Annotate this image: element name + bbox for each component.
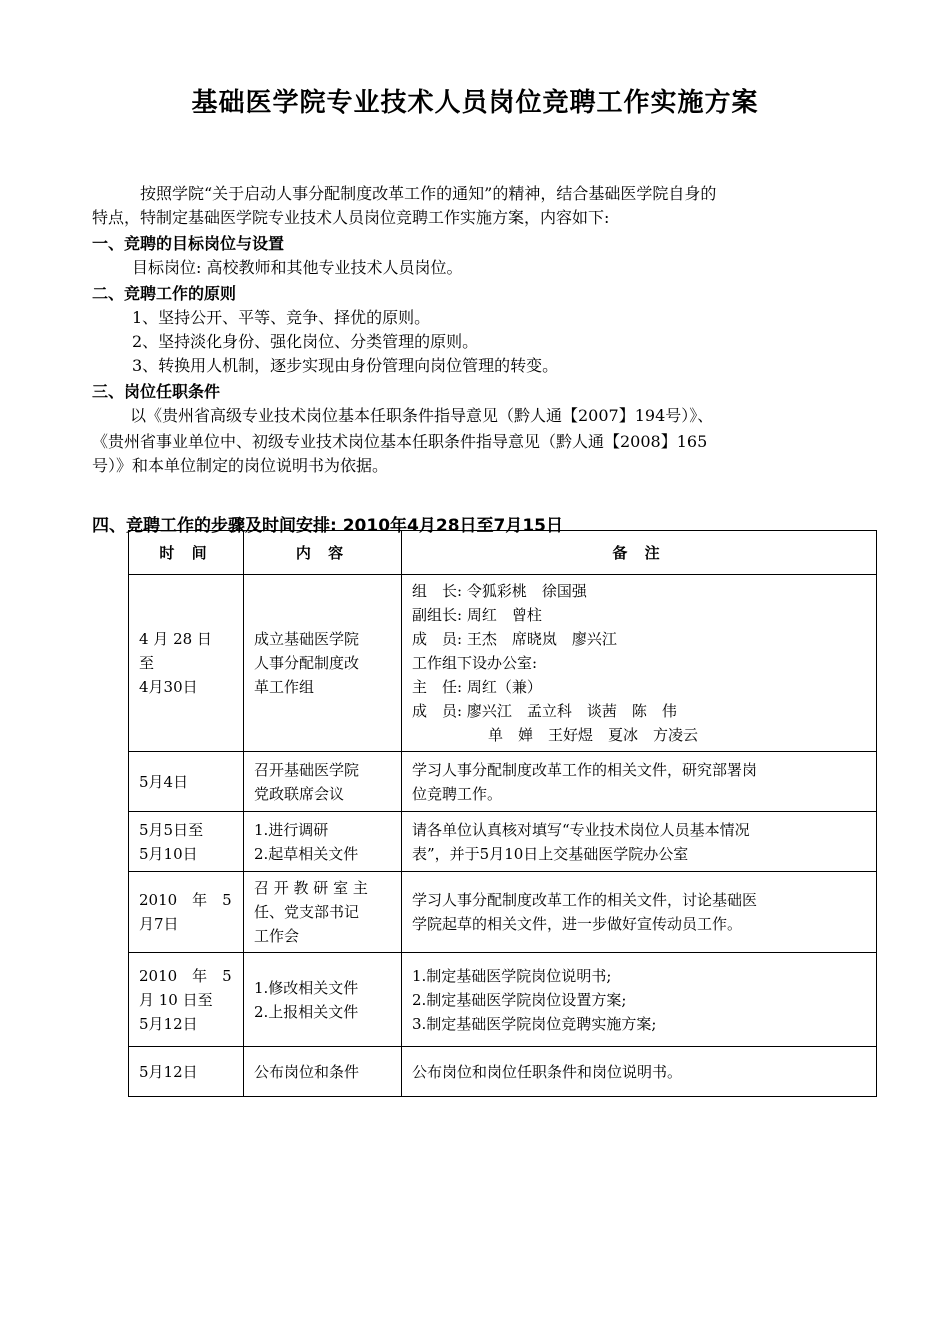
content-cell (244, 752, 402, 812)
table-row (129, 872, 877, 953)
notes-line: 2.制定基础医学院岗位设置方案; (412, 990, 627, 1009)
notes-line: 3.制定基础医学院岗位竞聘实施方案; (412, 1014, 657, 1033)
time-line: 5月5日至 (139, 820, 204, 839)
notes-line: 主 任: 周红（兼） (412, 678, 542, 696)
notes-cell (402, 812, 877, 872)
section-2-heading: 二、竞聘工作的原则 (92, 284, 237, 303)
time-cell (129, 953, 244, 1047)
content-line: 2.起草相关文件 (254, 844, 359, 863)
section-3-line-1: 以《贵州省高级专业技术岗位基本任职条件指导意见（黔人通【2007】194号）》、 (130, 406, 714, 425)
notes-line: 副组长: 周红 曾柱 (412, 606, 542, 624)
header-content: 内 容 (244, 531, 402, 575)
time-line: 5月4日 (139, 772, 189, 791)
content-line: 成立基础医学院 (254, 630, 360, 648)
content-line: 2.上报相关文件 (254, 1002, 359, 1021)
table-row (129, 575, 877, 752)
content-line: 公布岗位和条件 (254, 1062, 360, 1081)
table-row (129, 953, 877, 1047)
intro-line-1: 按照学院“关于启动人事分配制度改革工作的通知”的精神，结合基础医学院自身的 (140, 184, 717, 203)
time-line: 4 月 28 日 (139, 630, 212, 648)
table-row (129, 812, 877, 872)
notes-line: 单 婵 王好煜 夏冰 方凌云 (488, 726, 699, 744)
content-cell (244, 812, 402, 872)
header-notes: 备 注 (402, 531, 877, 575)
table-row (129, 1047, 877, 1097)
section-3-line-3: 号）》和本单位制定的岗位说明书为依据。 (92, 456, 389, 475)
section-3-heading: 三、岗位任职条件 (92, 382, 221, 401)
time-cell (129, 872, 244, 953)
principle-item-3: 3、转换用人机制，逐步实现由身份管理向岗位管理的转变。 (132, 356, 559, 375)
content-line: 任、党支部书记 (254, 903, 360, 921)
intro-line-2: 特点，特制定基础医学院专业技术人员岗位竞聘工作实施方案，内容如下: (92, 208, 610, 227)
notes-line: 学院起草的相关文件，进一步做好宣传动员工作。 (412, 915, 743, 933)
time-cell (129, 752, 244, 812)
content-line: 人事分配制度改 (254, 654, 360, 672)
notes-line: 学习人事分配制度改革工作的相关文件，研究部署岗 (412, 760, 758, 779)
notes-line: 1.制定基础医学院岗位说明书; (412, 966, 612, 985)
content-cell (244, 1047, 402, 1097)
notes-line: 组 长: 令狐彩桃 徐国强 (412, 582, 587, 600)
section-4-heading: 四、竞聘工作的步骤及时间安排: 2010年4月28日至7月15日 (92, 516, 564, 536)
schedule-table (128, 530, 877, 1097)
content-line: 1.进行调研 (254, 820, 329, 839)
content-line: 1.修改相关文件 (254, 978, 359, 997)
time-line: 至 (139, 654, 155, 672)
content-line: 工作会 (254, 927, 300, 945)
notes-line: 表”，并于5月10日上交基础医学院办公室 (412, 844, 689, 863)
table-row (129, 752, 877, 812)
principle-item-1: 1、坚持公开、平等、竞争、择优的原则。 (132, 308, 431, 327)
notes-line: 请各单位认真核对填写“专业技术岗位人员基本情况 (412, 820, 750, 839)
content-line: 召开基础医学院 (254, 760, 360, 779)
notes-cell (402, 872, 877, 953)
time-line: 2010 年 5 (139, 966, 232, 985)
table-header-row (129, 531, 877, 575)
header-time: 时 间 (129, 531, 244, 575)
time-line: 2010 年 5 (139, 891, 232, 909)
time-cell (129, 575, 244, 752)
time-line: 5月12日 (139, 1014, 198, 1033)
principle-item-2: 2、坚持淡化身份、强化岗位、分类管理的原则。 (132, 332, 479, 351)
notes-line: 成 员: 廖兴江 孟立科 谈茜 陈 伟 (412, 702, 677, 720)
section-3-line-2: 《贵州省事业单位中、初级专业技术岗位基本任职条件指导意见（黔人通【2008】165 (92, 432, 708, 451)
notes-cell (402, 1047, 877, 1097)
content-cell (244, 575, 402, 752)
content-line: 革工作组 (254, 678, 315, 696)
content-line: 党政联席会议 (254, 784, 345, 803)
section-1-heading: 一、竞聘的目标岗位与设置 (92, 234, 285, 253)
time-line: 月 10 日至 (139, 990, 213, 1009)
time-cell (129, 1047, 244, 1097)
content-cell (244, 953, 402, 1047)
content-cell (244, 872, 402, 953)
time-cell (129, 812, 244, 872)
content-line: 召 开 教 研 室 主 (254, 879, 368, 897)
notes-cell (402, 752, 877, 812)
document-title: 基础医学院专业技术人员岗位竞聘工作实施方案 (191, 88, 759, 118)
notes-line: 位竞聘工作。 (412, 784, 503, 803)
time-line: 5月12日 (139, 1062, 198, 1081)
section-1-text: 目标岗位: 高校教师和其他专业技术人员岗位。 (132, 258, 463, 277)
notes-cell (402, 575, 877, 752)
notes-line: 公布岗位和岗位任职条件和岗位说明书。 (412, 1062, 683, 1081)
time-line: 4月30日 (139, 678, 198, 696)
time-line: 月7日 (139, 915, 179, 933)
notes-line: 成 员: 王杰 席晓岚 廖兴江 (412, 630, 617, 648)
notes-cell (402, 953, 877, 1047)
notes-line: 工作组下设办公室: (412, 654, 538, 672)
time-line: 5月10日 (139, 844, 198, 863)
notes-line: 学习人事分配制度改革工作的相关文件，讨论基础医 (412, 891, 758, 909)
